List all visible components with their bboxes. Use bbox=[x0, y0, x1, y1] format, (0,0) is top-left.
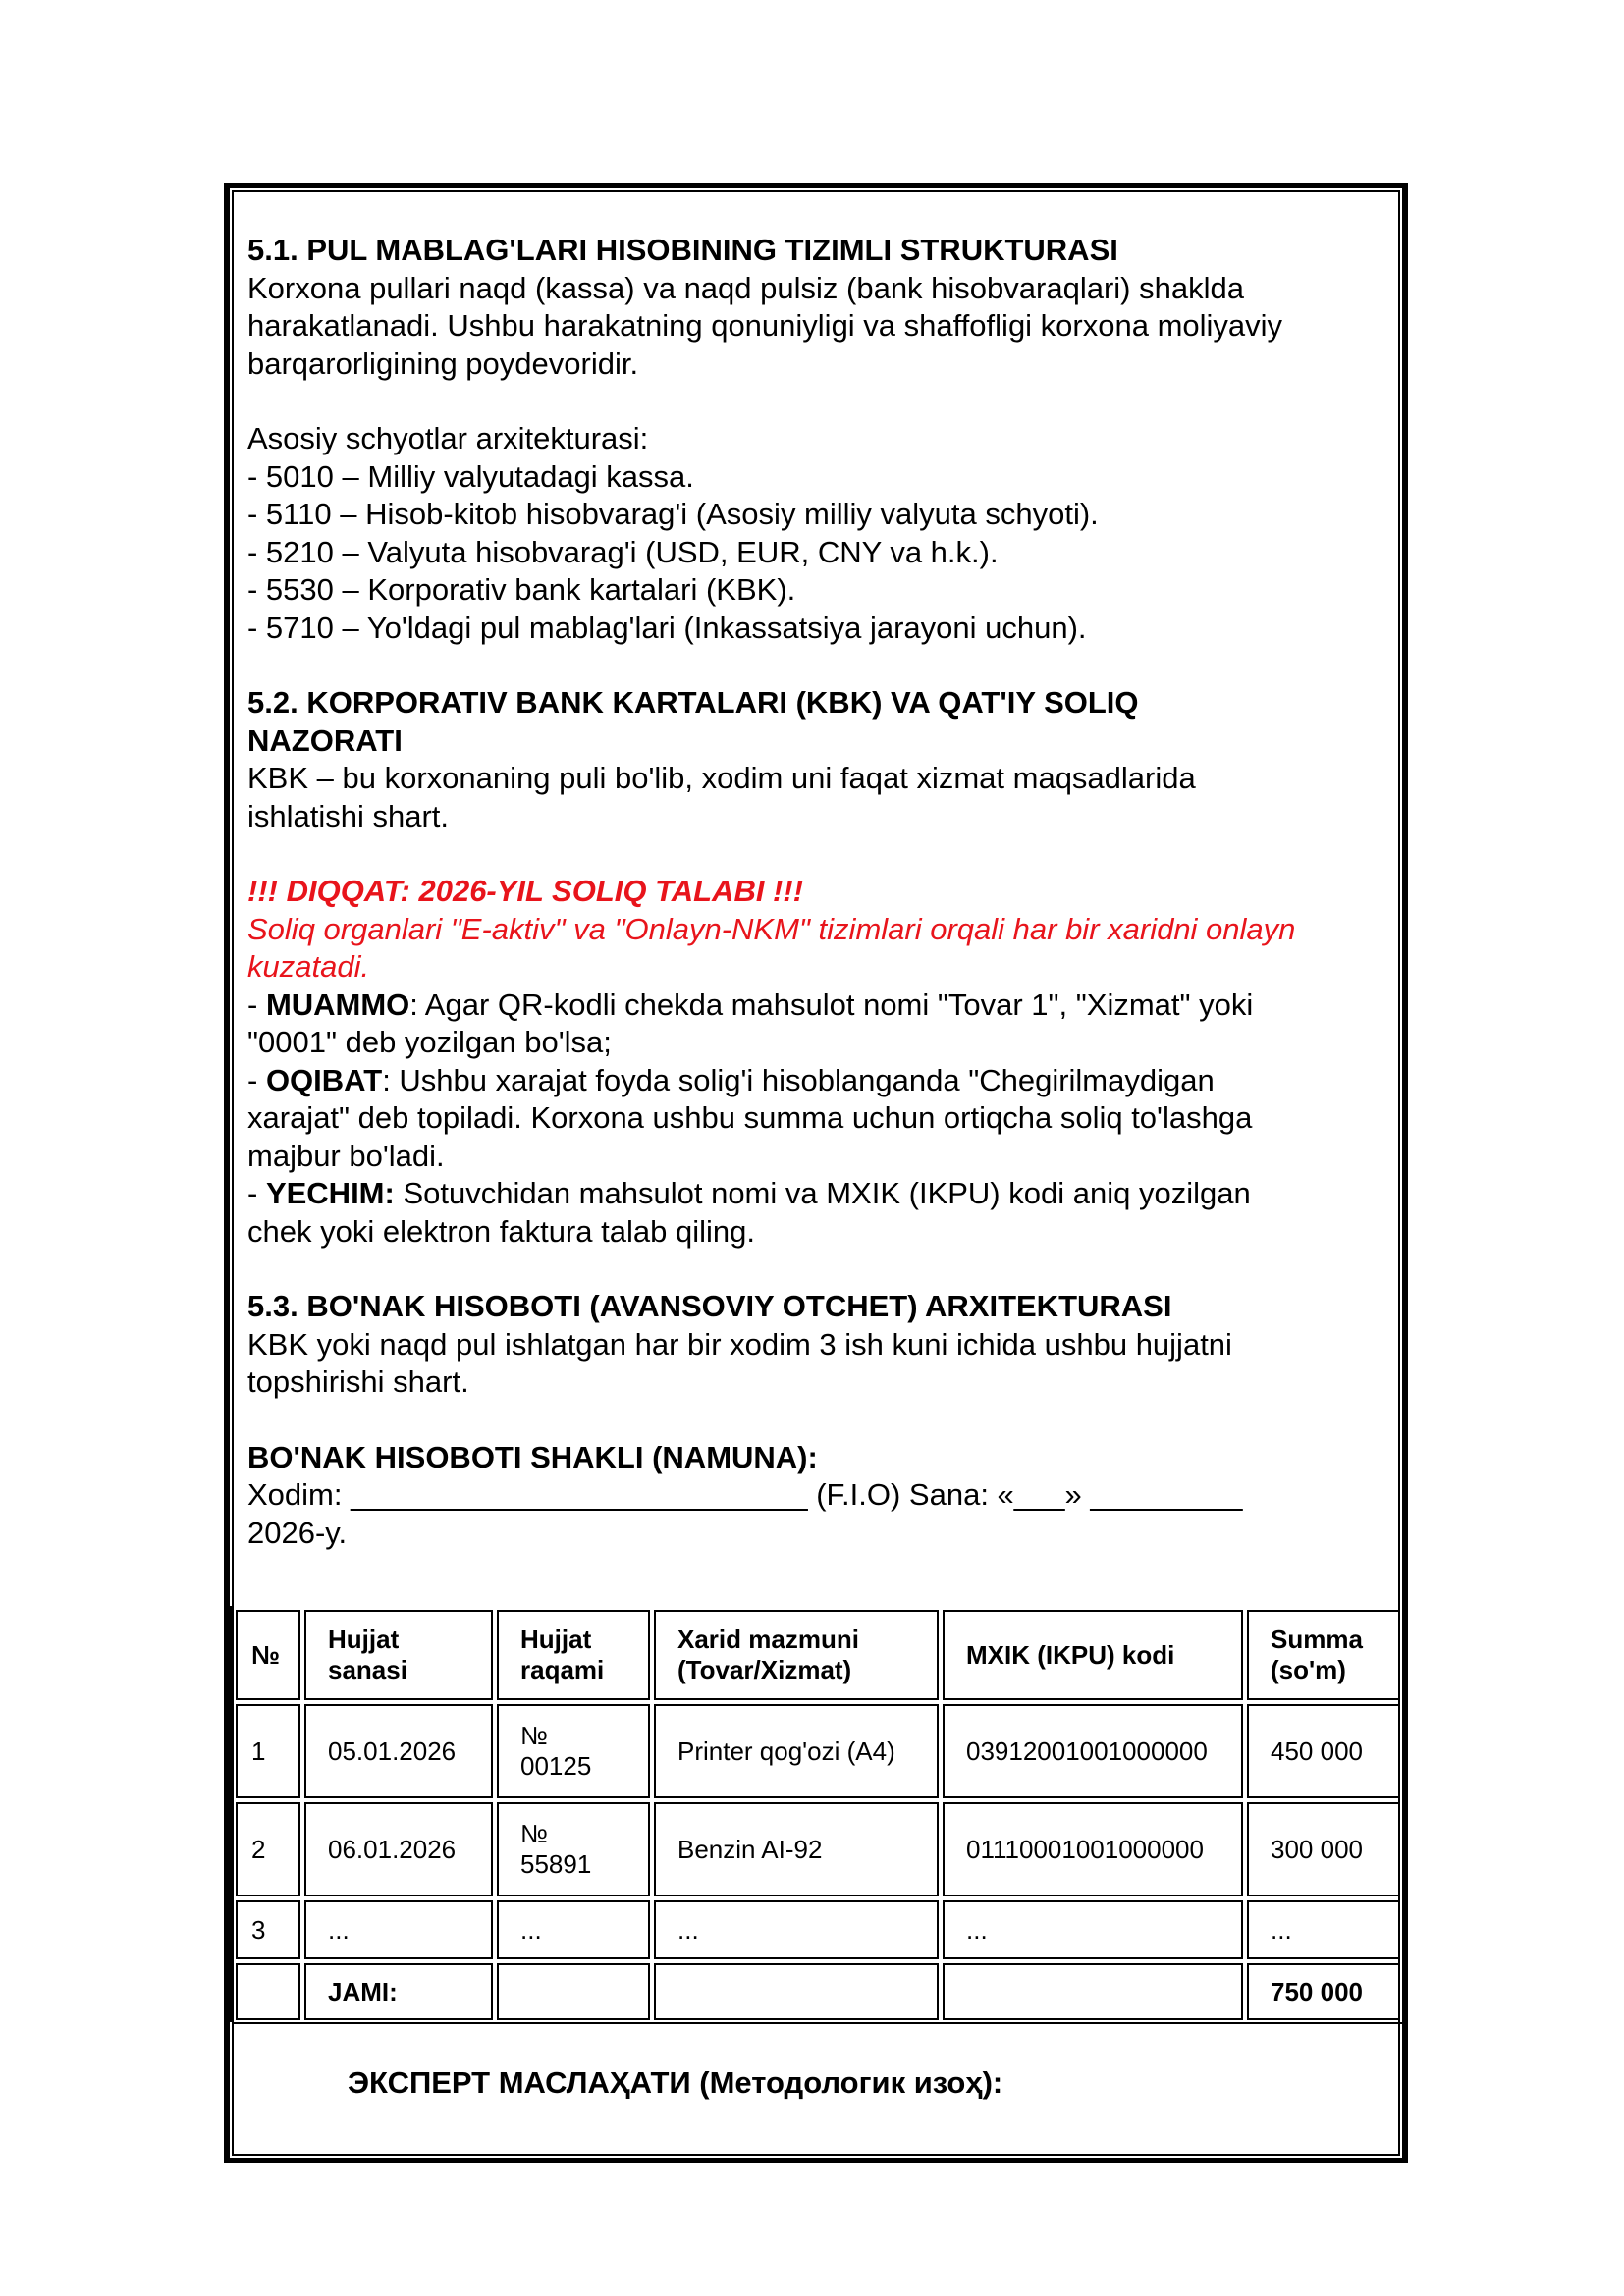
solution-label: YECHIM: bbox=[265, 1176, 395, 1210]
problem-line: - MUAMMO: Agar QR-kodli chekda mahsulot nomi "Tovar 1", "Xizmat" yoki bbox=[247, 987, 1254, 1022]
section-3-intro-line: KBK yoki naqd pul ishlatgan har bir xodim 3 ish kuni ichida ushbu hujjatni bbox=[247, 1326, 1232, 1362]
total-sum: 750 000 bbox=[1247, 1963, 1400, 2020]
cell-empty bbox=[236, 1963, 300, 2020]
accounts-title: Asosiy schyotlar arxitekturasi: bbox=[247, 421, 649, 455]
account-item: - 5710 – Yo'ldagi pul mablag'lari (Inkassatsiya jarayoni uchun). bbox=[247, 610, 1087, 645]
header-cell-sum: Summa (so'm) bbox=[1247, 1610, 1400, 1700]
cell-code: 03912001001000000 bbox=[943, 1704, 1243, 1798]
consequence-label: OQIBAT bbox=[265, 1062, 383, 1097]
cell-empty bbox=[654, 1963, 939, 2020]
section-3-heading: 5.3. BO'NAK HISOBOTI (AVANSOVIY OTCHET) ARXITEKTURASI bbox=[247, 1289, 1172, 1323]
section-3-intro-line: topshirishi shart. bbox=[247, 1364, 469, 1399]
cell-item: ... bbox=[654, 1900, 939, 1959]
header-cell-number: № bbox=[236, 1610, 300, 1700]
cell-code: 01110001001000000 bbox=[943, 1802, 1243, 1896]
cell-item: Benzin AI-92 bbox=[654, 1802, 939, 1896]
table-row bbox=[236, 1704, 1400, 1798]
cell-sum: 450 000 bbox=[1247, 1704, 1400, 1798]
cell-date: 05.01.2026 bbox=[304, 1704, 493, 1798]
cell-date: 06.01.2026 bbox=[304, 1802, 493, 1896]
total-label: JAMI: bbox=[304, 1963, 493, 2020]
section-2-intro-line: KBK – bu korxonaning puli bo'lib, xodim uni faqat xizmat maqsadlarida bbox=[247, 761, 1196, 795]
section-1-intro-line: Korxona pullari naqd (kassa) va naqd pulsiz (bank hisobvaraqlari) shaklda bbox=[247, 270, 1244, 305]
consequence-line: majbur bo'ladi. bbox=[247, 1138, 445, 1173]
table-total-row bbox=[236, 1963, 1400, 2020]
account-item: - 5530 – Korporativ bank kartalari (KBK). bbox=[247, 572, 796, 607]
section-1-intro-line: barqarorligining poydevoridir. bbox=[247, 346, 639, 381]
account-item: - 5010 – Milliy valyutadagi kassa. bbox=[247, 458, 694, 494]
section-1-intro-line: harakatlanadi. Ushbu harakatning qonuniyligi va shaffofligi korxona moliyaviy bbox=[247, 308, 1283, 343]
form-employee-line: Xodim: ___________________________ (F.I.O) Sana: «___» _________ bbox=[247, 1477, 1243, 1512]
header-cell-date: Hujjat sanasi bbox=[304, 1610, 493, 1700]
cell-item: Printer qog'ozi (A4) bbox=[654, 1704, 939, 1798]
advance-report-table bbox=[232, 1606, 1404, 2024]
cell-number: 1 bbox=[236, 1704, 300, 1798]
cell-sum: 300 000 bbox=[1247, 1802, 1400, 1896]
cell-sum: ... bbox=[1247, 1900, 1400, 1959]
cell-doc-number: № 00125 bbox=[497, 1704, 650, 1798]
header-cell-doc-number: Hujjat raqami bbox=[497, 1610, 650, 1700]
account-item: - 5210 – Valyuta hisobvarag'i (USD, EUR, CNY va h.k.). bbox=[247, 534, 999, 569]
consequence-line: xarajat" deb topiladi. Korxona ushbu summa uchun ortiqcha soliq to'lashga bbox=[247, 1100, 1253, 1135]
cell-empty bbox=[497, 1963, 650, 2020]
form-title: BO'NAK HISOBOTI SHAKLI (NAMUNA): bbox=[247, 1439, 818, 1474]
warning-line: kuzatadi. bbox=[247, 949, 370, 984]
cell-doc-number: ... bbox=[497, 1900, 650, 1959]
cell-code: ... bbox=[943, 1900, 1243, 1959]
consequence-text: : Ushbu xarajat foyda solig'i hisoblanganda "Chegirilmaydigan bbox=[382, 1062, 1215, 1097]
cell-date: ... bbox=[304, 1900, 493, 1959]
solution-text: Sotuvchidan mahsulot nomi va MXIK (IKPU) kodi aniq yozilgan bbox=[394, 1176, 1251, 1210]
expert-heading: ЭКСПЕРТ МАСЛАҲАТИ (Методологик изоҳ): bbox=[348, 2065, 1003, 2100]
section-1-heading: 5.1. PUL MABLAG'LARI HISOBINING TIZIMLI STRUKTURASI bbox=[247, 233, 1118, 267]
form-year-line: 2026-y. bbox=[247, 1515, 348, 1550]
cell-number: 2 bbox=[236, 1802, 300, 1896]
problem-label: MUAMMO bbox=[265, 987, 410, 1022]
header-cell-item: Xarid mazmuni (Tovar/Xizmat) bbox=[654, 1610, 939, 1700]
table-row bbox=[236, 1802, 1400, 1896]
warning-line: Soliq organlari "E-aktiv" va "Onlayn-NKM" tizimlari orqali har bir xaridni onlayn bbox=[247, 911, 1296, 946]
table-row-placeholder bbox=[236, 1900, 1400, 1959]
consequence-line: - OQIBAT: Ushbu xarajat foyda solig'i hisoblanganda "Chegirilmaydigan bbox=[247, 1062, 1215, 1097]
table-header-row bbox=[236, 1610, 1400, 1700]
document-body bbox=[247, 232, 1396, 1552]
cell-number: 3 bbox=[236, 1900, 300, 1959]
section-2-intro-line: ishlatishi shart. bbox=[247, 798, 450, 833]
account-item: - 5110 – Hisob-kitob hisobvarag'i (Asosiy milliy valyuta schyoti). bbox=[247, 497, 1099, 531]
table-bottom-rule bbox=[232, 2022, 1404, 2024]
header-cell-code: MXIK (IKPU) kodi bbox=[943, 1610, 1243, 1700]
solution-line: - YECHIM: Sotuvchidan mahsulot nomi va MXIK (IKPU) kodi aniq yozilgan bbox=[247, 1176, 1251, 1210]
section-2-heading-line: NAZORATI bbox=[247, 722, 403, 758]
section-2-heading-line: 5.2. KORPORATIV BANK KARTALARI (KBK) VA QAT'IY SOLIQ bbox=[247, 685, 1139, 720]
warning-title: !!! DIQQAT: 2026-YIL SOLIQ TALABI !!! bbox=[247, 874, 804, 908]
cell-empty bbox=[943, 1963, 1243, 2020]
problem-line: "0001" deb yozilgan bo'lsa; bbox=[247, 1025, 612, 1059]
solution-line: chek yoki elektron faktura talab qiling. bbox=[247, 1213, 755, 1249]
cell-doc-number: № 55891 bbox=[497, 1802, 650, 1896]
problem-text: : Agar QR-kodli chekda mahsulot nomi "Tovar 1", "Xizmat" yoki bbox=[409, 987, 1254, 1022]
